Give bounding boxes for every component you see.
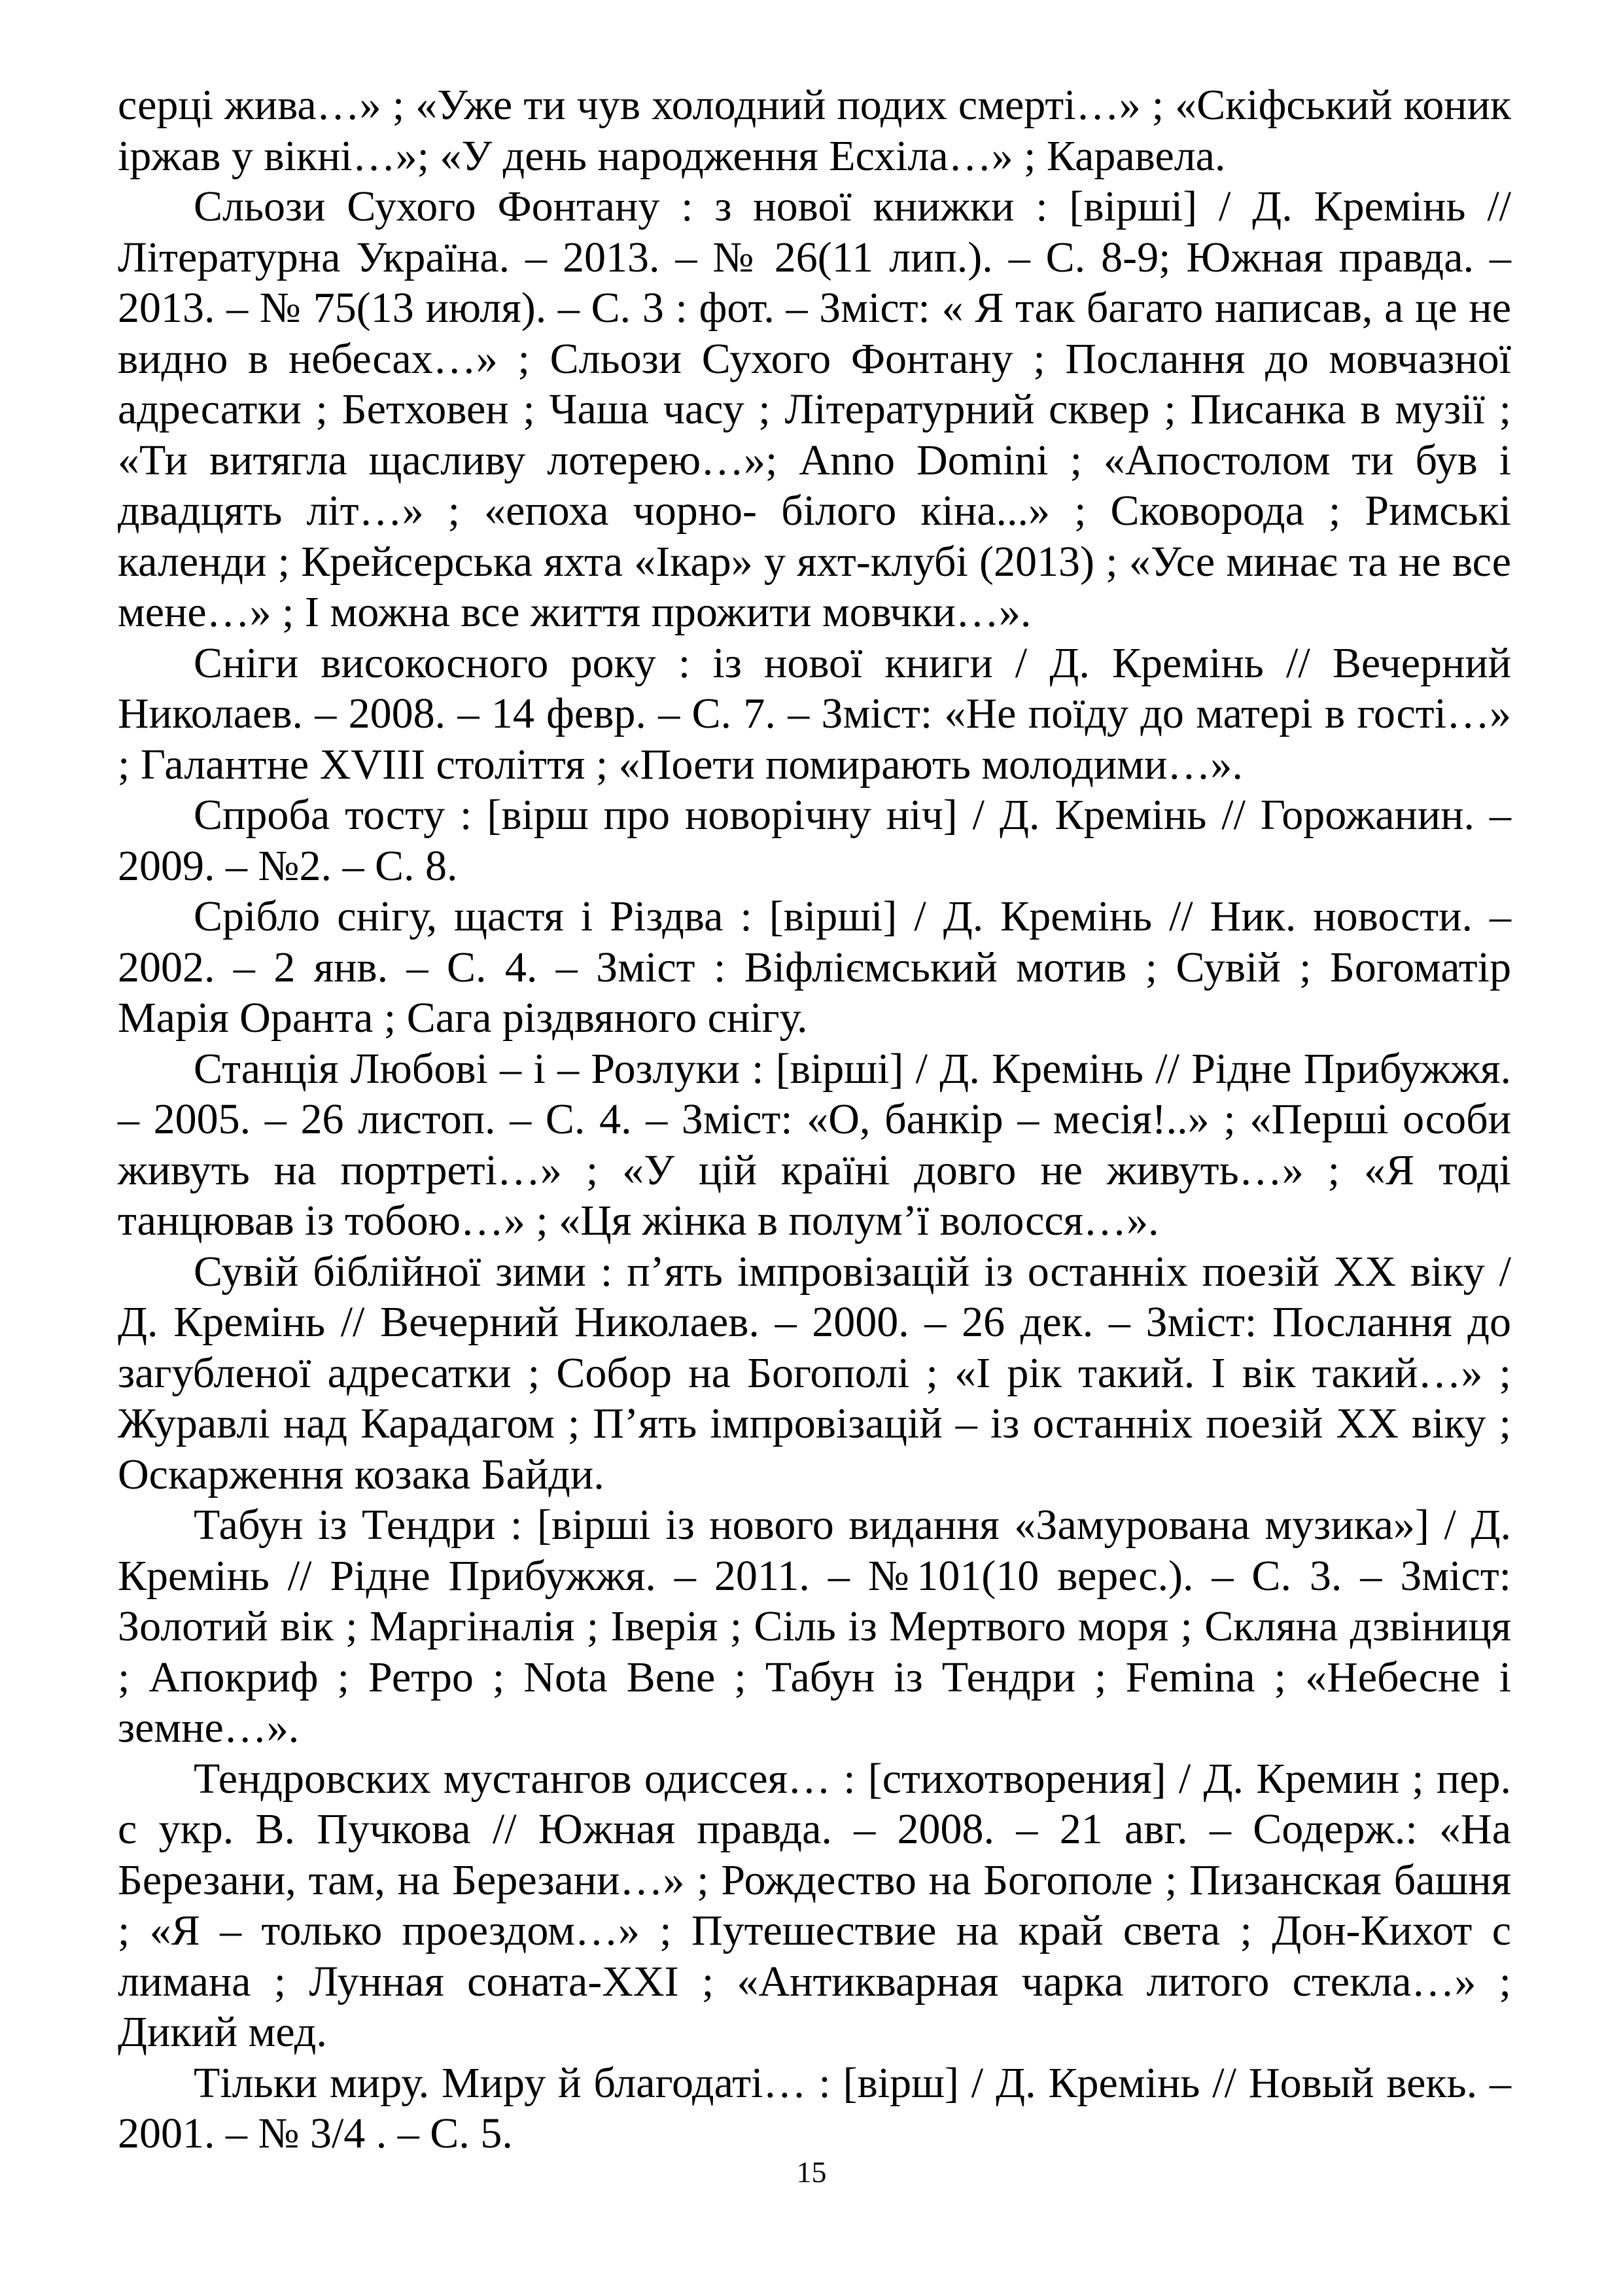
bibliography-entry: Срібло снігу, щастя і Різдва : [вірші] / Д. Кремінь // Ник. новости. – 2002. – 2 янв. – С. 4. – Зміст : Віфліємський мотив ; Сувій ; Богоматір Марія Оранта ; Сага різдвяного снігу. (118, 892, 1511, 1042)
bibliography-entry: Тендровских мустангов одиссея… : [стихотворения] / Д. Кремин ; пер. с укр. В. Пучкова // Южная правда. – 2008. – 21 авг. – Содерж.: «На Березани, там, на Березани…» ; Рождество на Богополе ; Пизанская башня ; «Я – только проездом…» ; Путешествие на край света ; Дон-Кихот с лимана ; Лунная соната-XXI ; «Антикварная чарка литого стекла…» ; Дикий мед. (118, 1754, 1511, 2056)
page-number: 15 (796, 2155, 827, 2189)
bibliography-entry: Сніги високосного року : із нової книги / Д. Кремінь // Вечерний Николаев. – 2008. – 14 февр. – С. 7. – Зміст: «Не поїду до матері в гості…» ; Галантне XVIII століття ; «Поети помирають молодими…». (118, 639, 1511, 788)
document-body (118, 80, 1511, 2159)
bibliography-entry: Табун із Тендри : [вірші із нового видання «Замурована музика»] / Д. Кремінь // Рідне Прибужжя. – 2011. – №101(10 верес.). – С. 3. – Зміст: Золотий вік ; Маргіналія ; Іверія ; Сіль із Мертвого моря ; Скляна дзвіниця ; Апокриф ; Ретро ; Nota Bene ; Табун із Тендри ; Femina ; «Небесне і земне…». (118, 1501, 1511, 1752)
bibliography-entry: Сльози Сухого Фонтану : з нової книжки : [вірші] / Д. Кремінь // Літературна Україна. – 2013. – № 26(11 лип.). – С. 8-9; Южная правда. – 2013. – № 75(13 июля). – С. 3 : фот. – Зміст: « Я так багато написав, а це не видно в небесах…» ; Сльози Сухого Фонтану ; Послання до мовчазної адресатки ; Бетховен ; Чаша часу ; Літературний сквер ; Писанка в музії ; «Ти витягла щасливу лотерею…»; Anno Domini ; «Апостолом ти був і двадцять літ…» ; «епоха чорно- білого кіна...» ; Сковорода ; Римські календи ; Крейсерська яхта «Ікар» у яхт-клубі (2013) ; «Усе минає та не все мене…» ; І можна все життя прожити мовчки…». (118, 183, 1511, 636)
bibliography-entry: Тільки миру. Миру й благодаті… : [вірш] / Д. Кремінь // Новый векь. – 2001. – № 3/4 . – С. 5. (118, 2058, 1511, 2157)
bibliography-entry: Станція Любові – і – Розлуки : [вірші] / Д. Кремінь // Рідне Прибужжя. – 2005. – 26 листоп. – С. 4. – Зміст: «О, банкір – месія!..» ; «Перші особи живуть на портреті…» ; «У цій країні довго не живуть…» ; «Я тоді танцював із тобою…» ; «Ця жінка в полум’ї волосся…». (118, 1044, 1511, 1245)
bibliography-entry: Спроба тосту : [вірш про новорічну ніч] / Д. Кремінь // Горожанин. – 2009. – №2. – С. 8. (118, 791, 1511, 890)
bibliography-entry-continuation: серці жива…» ; «Уже ти чув холодний подих смерті…» ; «Скіфський коник іржав у вікні…»; «У день народження Есхіла…» ; Каравела. (118, 81, 1511, 180)
bibliography-entry: Сувій біблійної зими : п’ять імпровізацій із останніх поезій XX віку / Д. Кремінь // Вечерний Николаев. – 2000. – 26 дек. – Зміст: Послання до загубленої адресатки ; Собор на Богополі ; «І рік такий. І вік такий…» ; Журавлі над Карадагом ; П’ять імпровізацій – із останніх поезій XX віку ; Оскарження козака Байди. (118, 1247, 1511, 1498)
